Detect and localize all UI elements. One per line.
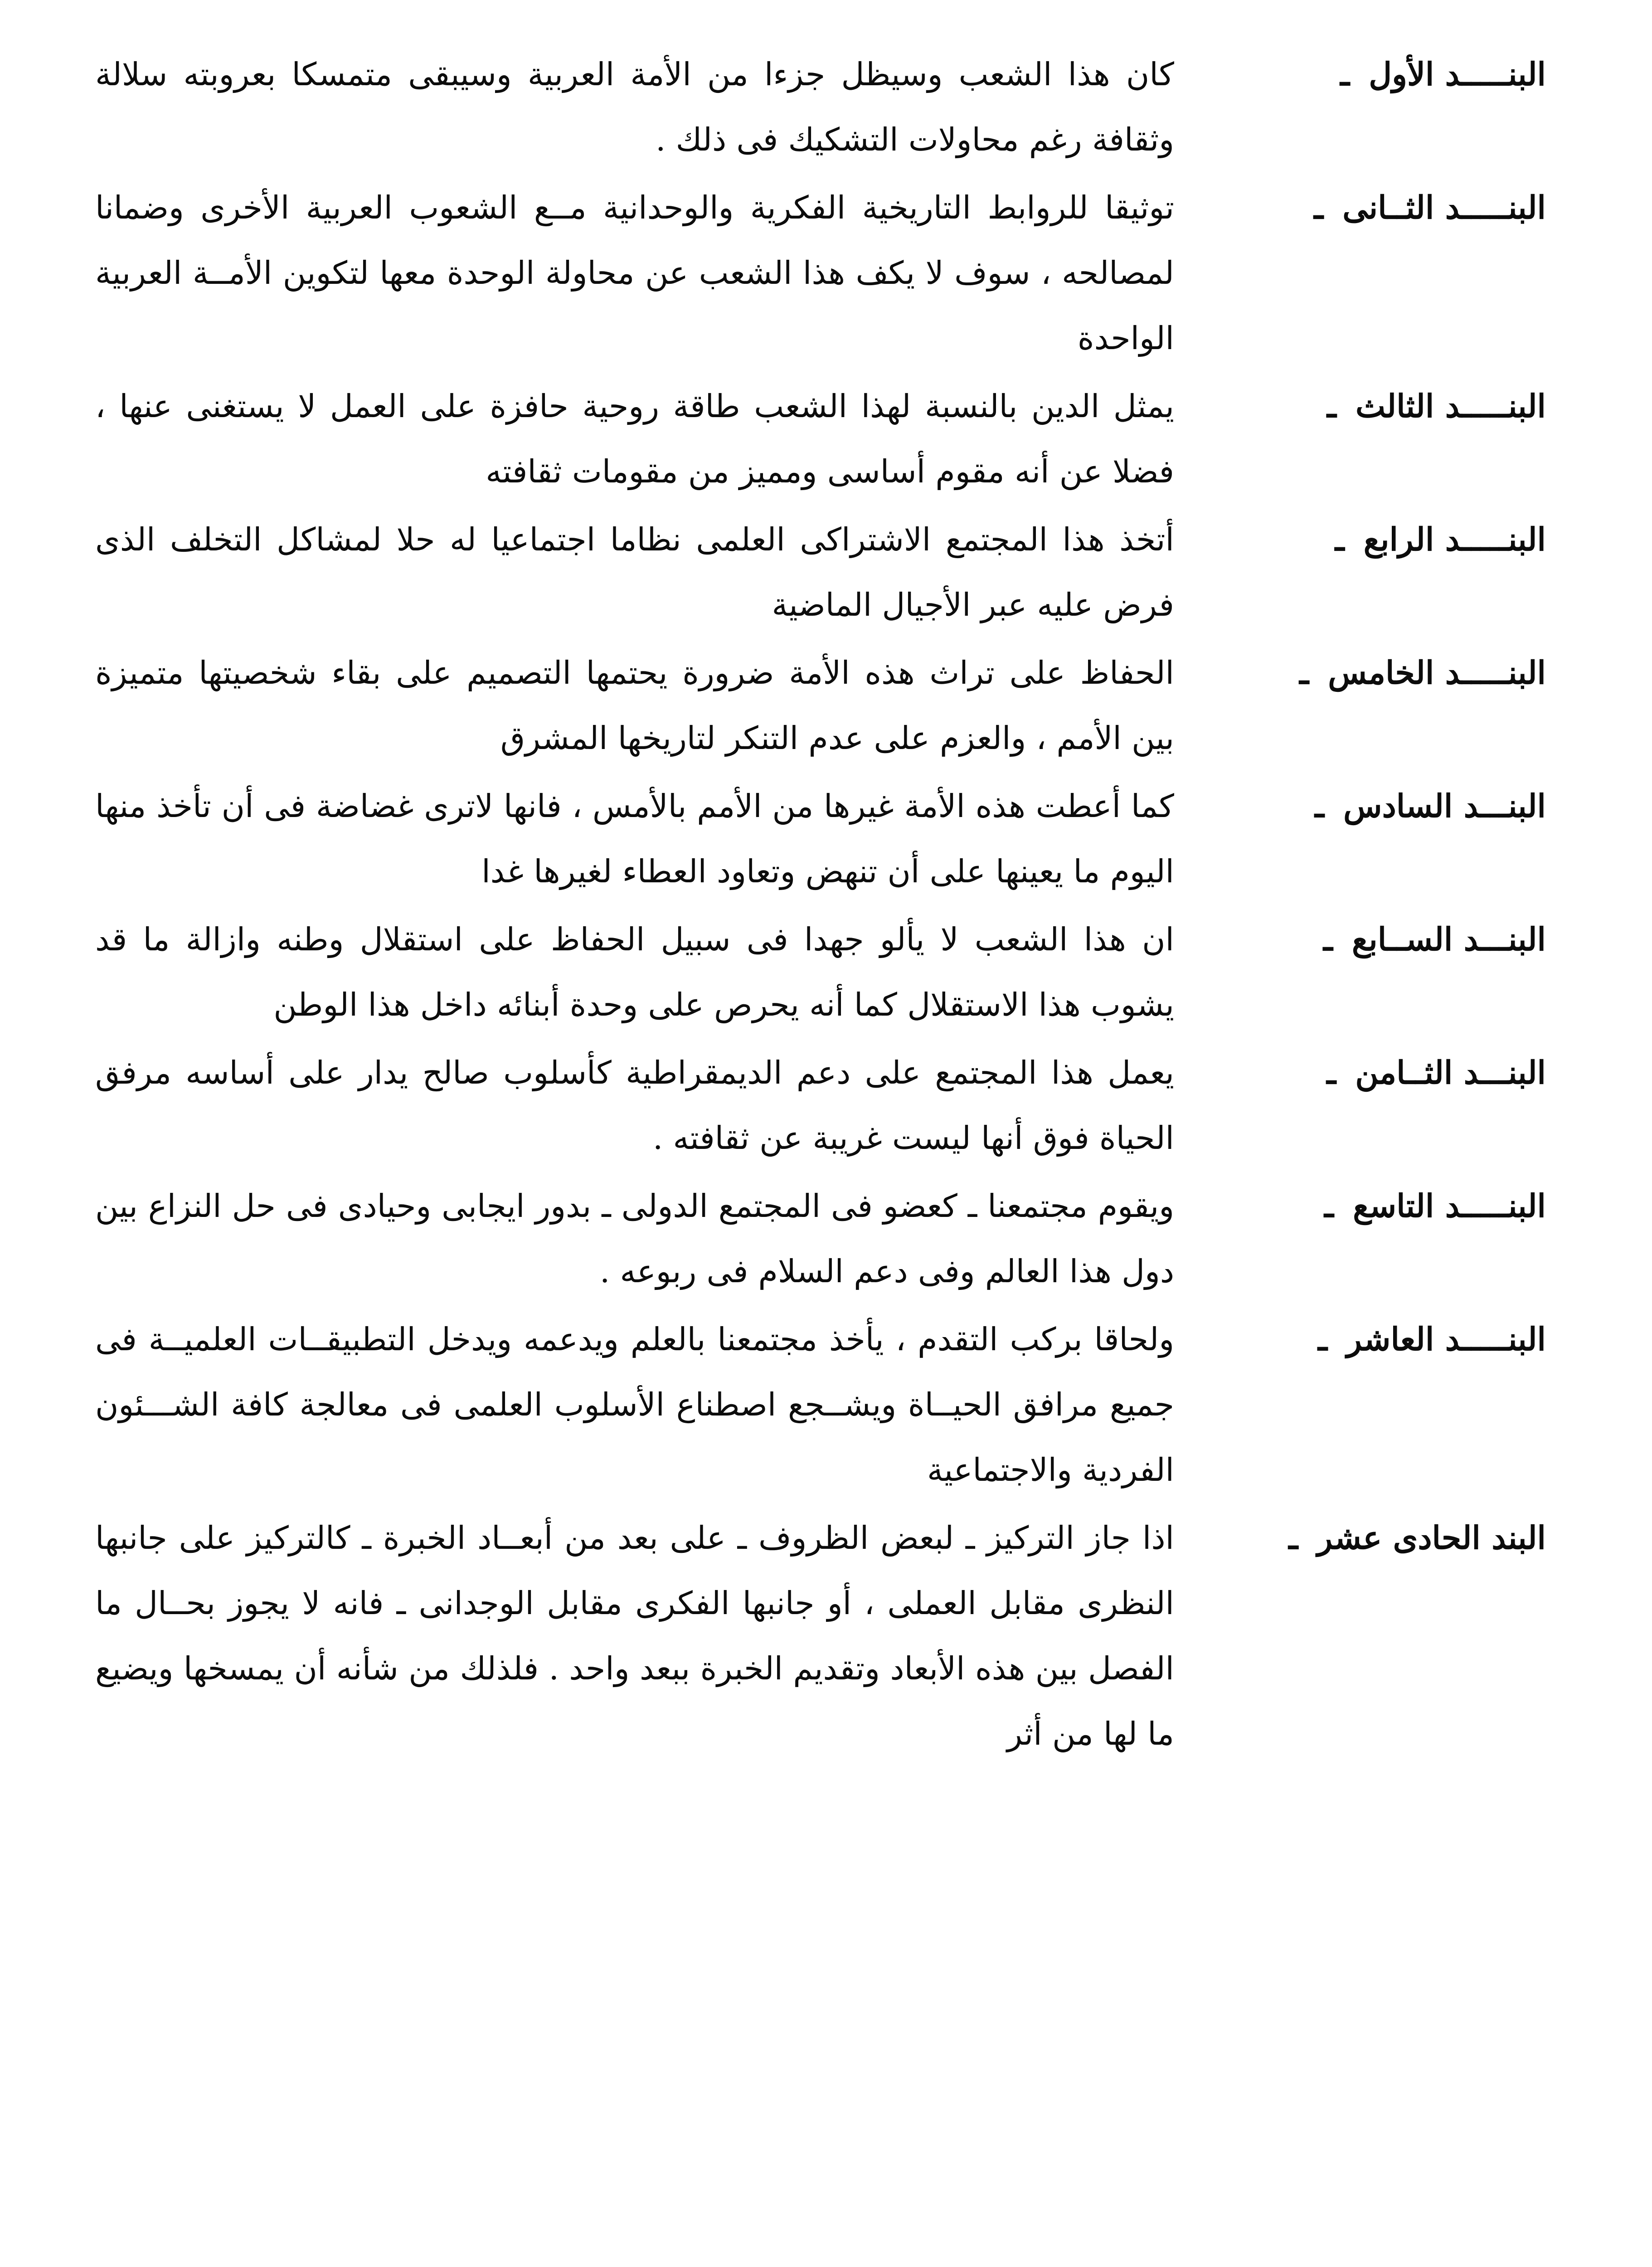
article-3 (95, 374, 1546, 504)
article-2 (95, 175, 1546, 371)
article-text: أتخذ هذا المجتمع الاشتراكى العلمى نظاما اجتماعيا له حلا لمشاكل التخلف الذى فرض عليه عبر الأجيال الماضية (95, 521, 1174, 623)
article-label: البنـــــد الرابع ـ (1335, 521, 1546, 558)
article-1 (95, 42, 1546, 172)
article-label: البنـــــد الثــانى ـ (1314, 189, 1546, 226)
article-label: البند الحادى عشر ـ (1288, 1519, 1546, 1557)
article-7 (95, 907, 1546, 1037)
article-label: البنـــــد الثالث ـ (1327, 387, 1546, 425)
article-5 (95, 640, 1546, 771)
article-label: البنـــد السادس ـ (1315, 787, 1546, 825)
article-4 (95, 507, 1546, 637)
article-label: البنـــــد العاشر ـ (1318, 1320, 1546, 1358)
article-10 (95, 1307, 1546, 1503)
article-text: يعمل هذا المجتمع على دعم الديمقراطية كأسلوب صالح يدار على أساسه مرفق الحياة فوق أنها ليست غريبة عن ثقافته . (95, 1054, 1174, 1157)
article-text: يمثل الدين بالنسبة لهذا الشعب طاقة روحية حافزة على العمل لا يستغنى عنها ، فضلا عن أنه مقوم أساسى ومميز من مقومات ثقافته (95, 388, 1174, 490)
article-11 (95, 1505, 1546, 1766)
article-text: كما أعطت هذه الأمة غيرها من الأمم بالأمس ، فانها لاترى غضاضة فى أن تأخذ منها اليوم ما يعينها على أن تنهض وتعاود العطاء لغيرها غدا (95, 788, 1174, 890)
article-label: البنـــــد التاسع ـ (1324, 1187, 1546, 1225)
article-label: البنـــــد الخامس ـ (1299, 654, 1546, 691)
article-text: ان هذا الشعب لا يألو جهدا فى سبيل الحفاظ على استقلال وطنه وازالة ما قد يشوب هذا الاستقلال كما أنه يحرص على وحدة أبنائه داخل هذا الوطن (95, 921, 1174, 1023)
article-label: البنـــد الثــامن ـ (1326, 1054, 1546, 1091)
article-text: اذا جاز التركيز ـ لبعض الظروف ـ على بعد من أبعــاد الخبرة ـ كالتركيز على جانبها النظرى مقابل العملى ، أو جانبها الفكرى مقابل الوجدانى ـ فانه لا يجوز بحــال ما الفصل بين هذه الأبعاد وتقديم الخبرة ببعد واحد . فلذلك من شأنه أن يمسخها ويضيع ما لها من أثر (95, 1519, 1174, 1752)
article-text: ولحاقا بركب التقدم ، يأخذ مجتمعنا بالعلم ويدعمه ويدخل التطبيقــات العلميــة فى جميع مرافق الحيــاة ويشــجع اصطناع الأسلوب العلمى فى معالجة كافة الشـــئون الفردية والاجتماعية (95, 1321, 1174, 1489)
article-text: كان هذا الشعب وسيظل جزءا من الأمة العربية وسيبقى متمسكا بعروبته سلالة وثقافة رغم محاولات التشكيك فى ذلك . (95, 56, 1174, 158)
article-text: الحفاظ على تراث هذه الأمة ضرورة يحتمها التصميم على بقاء شخصيتها متميزة بين الأمم ، والعزم على عدم التنكر لتاريخها المشرق (95, 654, 1174, 757)
article-9 (95, 1173, 1546, 1304)
article-label: البنـــــد الأول ـ (1340, 55, 1546, 93)
article-6 (95, 774, 1546, 904)
article-8 (95, 1040, 1546, 1171)
article-text: توثيقا للروابط التاريخية الفكرية والوحدانية مــع الشعوب العربية الأخرى وضمانا لمصالحه ، سوف لا يكف هذا الشعب عن محاولة الوحدة معها لتكوين الأمــة العربية الواحدة (95, 189, 1174, 357)
article-text: ويقوم مجتمعنا ـ كعضو فى المجتمع الدولى ـ بدور ايجابى وحيادى فى حل النزاع بين دول هذا العالم وفى دعم السلام فى ربوعه . (95, 1187, 1174, 1290)
article-label: البنـــد الســابع ـ (1323, 920, 1546, 958)
